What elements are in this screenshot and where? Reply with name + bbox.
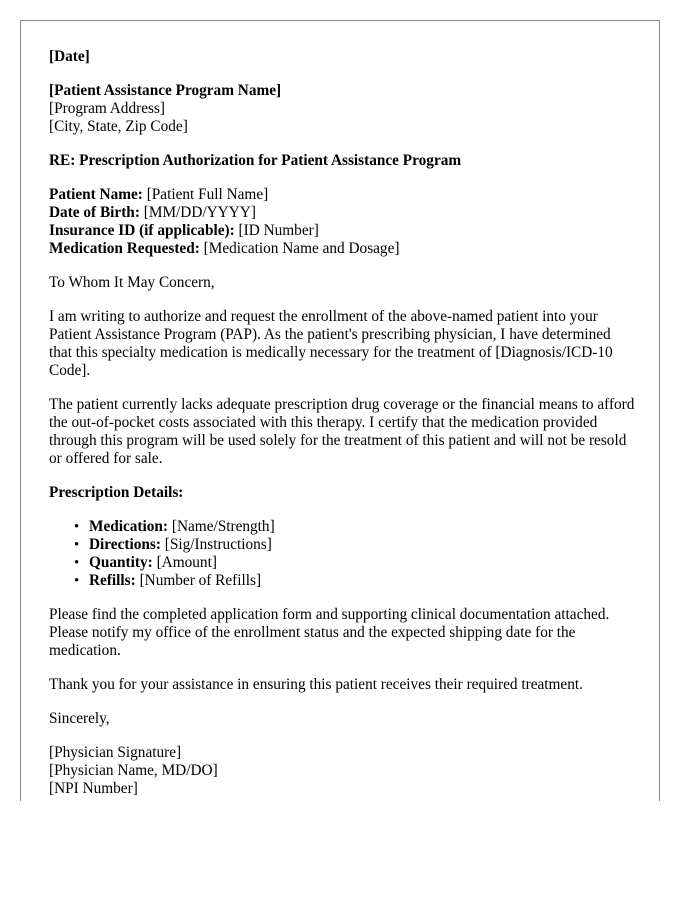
paragraph-attachments: Please find the completed application form and supporting clinical documentation attached. Please notify my office of the enrollment status and the expected shipping date for the medication. xyxy=(49,606,610,659)
rx-refills-label: Refills: xyxy=(89,572,136,589)
paragraph-enrollment-request: I am writing to authorize and request the enrollment of the above-named patient into your Patient Assistance Program (PAP). As the patient's prescribing physician, I have determined that this specialty medication is medically necessary for the treatment of [Diagnosis/ICD-10 Code]. xyxy=(49,308,613,379)
recipient-block xyxy=(49,82,637,136)
patient-name-line xyxy=(49,186,637,204)
list-item-quantity xyxy=(74,554,637,572)
dob-value: [MM/DD/YYYY] xyxy=(143,204,256,221)
rx-medication-label: Medication: xyxy=(89,518,169,535)
rx-quantity-value: [Amount] xyxy=(156,554,217,571)
rx-directions-label: Directions: xyxy=(89,536,161,553)
patient-info-block xyxy=(49,186,637,258)
list-item-refills xyxy=(74,572,637,590)
letter-page xyxy=(20,20,660,801)
paragraph-financial-need: The patient currently lacks adequate prescription drug coverage or the financial means to afford the out-of-pocket costs associated with this therapy. I certify that the medication provided through this program will be used solely for the treatment of this patient and will not be resold or offered for sale. xyxy=(49,396,635,467)
prescription-heading: Prescription Details: xyxy=(49,484,184,501)
insurance-id-label: Insurance ID (if applicable): xyxy=(49,222,235,239)
prescription-heading-block xyxy=(49,484,637,502)
letter-date: [Date] xyxy=(49,48,90,65)
insurance-id-line xyxy=(49,222,637,240)
physician-signature: [Physician Signature] xyxy=(49,744,182,761)
rx-medication-value: [Name/Strength] xyxy=(171,518,275,535)
bullet-icon: • xyxy=(74,519,80,535)
list-item-medication xyxy=(74,518,637,536)
program-name: [Patient Assistance Program Name] xyxy=(49,82,282,99)
bullet-icon: • xyxy=(74,573,80,589)
list-item-directions xyxy=(74,536,637,554)
patient-name-value: [Patient Full Name] xyxy=(146,186,269,203)
dob-label: Date of Birth: xyxy=(49,204,140,221)
medication-requested-line xyxy=(49,240,637,258)
salutation: To Whom It May Concern, xyxy=(49,274,215,291)
rx-quantity-label: Quantity: xyxy=(89,554,153,571)
program-city-state-zip: [City, State, Zip Code] xyxy=(49,118,188,135)
medication-requested-value: [Medication Name and Dosage] xyxy=(203,240,400,257)
rx-directions-value: [Sig/Instructions] xyxy=(164,536,272,553)
bullet-icon: • xyxy=(74,555,80,571)
closing: Sincerely, xyxy=(49,710,110,727)
dob-line xyxy=(49,204,637,222)
npi-number: [NPI Number] xyxy=(49,780,138,797)
physician-name: [Physician Name, MD/DO] xyxy=(49,762,218,779)
rx-refills-value: [Number of Refills] xyxy=(139,572,262,589)
signature-block xyxy=(49,744,637,798)
program-address: [Program Address] xyxy=(49,100,165,117)
bullet-icon: • xyxy=(74,537,80,553)
subject-line: RE: Prescription Authorization for Patient Assistance Program xyxy=(49,152,462,169)
medication-requested-label: Medication Requested: xyxy=(49,240,200,257)
letter-content xyxy=(49,48,637,814)
subject-block xyxy=(49,152,637,170)
date-block xyxy=(49,48,637,66)
paragraph-thanks: Thank you for your assistance in ensuring this patient receives their required treatment. xyxy=(49,676,583,693)
insurance-id-value: [ID Number] xyxy=(238,222,319,239)
patient-name-label: Patient Name: xyxy=(49,186,143,203)
prescription-details-list xyxy=(49,518,637,590)
